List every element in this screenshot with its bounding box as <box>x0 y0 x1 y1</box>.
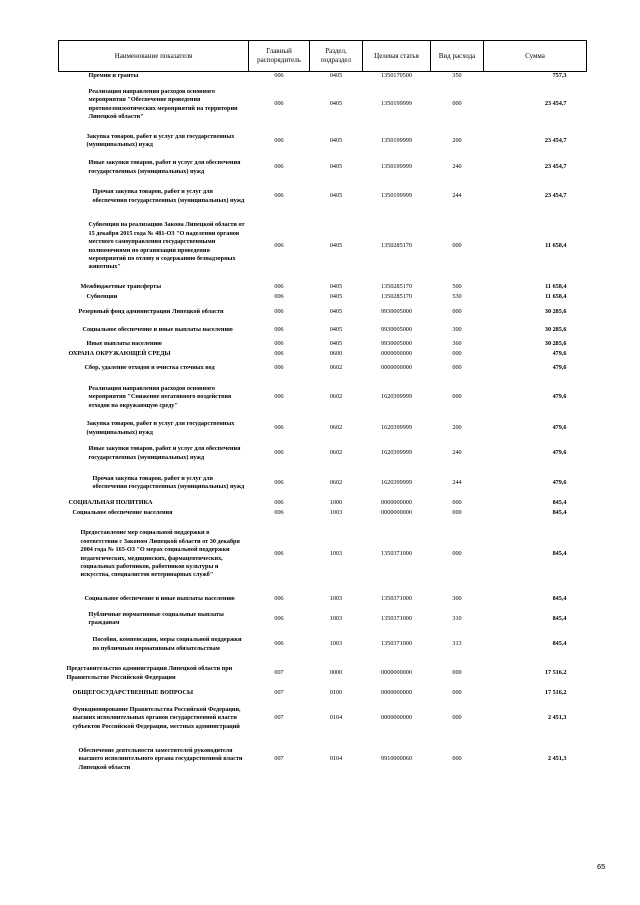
row-main-administrator: 006 <box>274 242 284 250</box>
row-expense-type: 000 <box>452 509 462 517</box>
row-amount: 23 454,7 <box>544 163 567 171</box>
row-amount: 479,6 <box>552 478 567 486</box>
row-indicator-name: Прочая закупка товаров, работ и услуг для обеспечения государственных (муниципальных) нужд <box>92 188 245 204</box>
table-row <box>59 688 587 699</box>
table-row <box>59 418 587 440</box>
row-section: 0405 <box>329 72 343 80</box>
table-row <box>59 378 587 418</box>
row-main-administrator: 007 <box>274 755 284 763</box>
row-target-article: 9930005000 <box>381 340 412 348</box>
row-target-article: 0000000000 <box>381 669 412 677</box>
row-main-administrator: 006 <box>274 364 284 372</box>
row-section: 0405 <box>329 100 343 108</box>
row-expense-type: 244 <box>452 478 462 486</box>
row-target-article: 0000000000 <box>381 509 412 517</box>
table-body <box>59 72 587 781</box>
row-amount: 17 516,2 <box>544 688 567 696</box>
row-main-administrator: 006 <box>274 350 284 358</box>
row-amount: 845,4 <box>552 640 567 648</box>
row-section: 0602 <box>329 449 343 457</box>
row-indicator-name: Межбюджетные трансферты <box>80 282 162 290</box>
row-amount: 23 454,7 <box>544 136 567 144</box>
table-row <box>59 212 587 282</box>
row-indicator-name: Социальное обеспечение и иные выплаты населению <box>82 326 233 334</box>
row-section: 1000 <box>329 499 343 507</box>
row-section: 0405 <box>329 307 343 315</box>
row-indicator-name: Публичные нормативные социальные выплаты гражданам <box>88 610 224 626</box>
row-amount: 479,6 <box>552 424 567 432</box>
row-expense-type: 310 <box>452 614 462 622</box>
row-indicator-name: Пособия, компенсации, меры социальной поддержки по публичным нормативным обязательствам <box>92 636 242 652</box>
row-section: 0602 <box>329 393 343 401</box>
row-expense-type: 350 <box>452 72 462 80</box>
row-section: 0602 <box>329 424 343 432</box>
header-section: Раздел, подраздел <box>310 41 363 72</box>
row-target-article: 1350199999 <box>381 192 412 200</box>
header-main-administrator: Главный распорядитель <box>249 41 310 72</box>
row-amount: 11 658,4 <box>545 293 567 301</box>
row-main-administrator: 007 <box>274 688 284 696</box>
budget-table <box>58 40 587 781</box>
row-amount: 11 658,4 <box>545 242 567 250</box>
row-expense-type: 000 <box>452 688 462 696</box>
table-row <box>59 509 587 519</box>
header-expense-type: Вид расхода <box>431 41 484 72</box>
table-row <box>59 699 587 739</box>
row-indicator-name: Резервный фонд администрации Липецкой области <box>78 307 224 315</box>
row-section: 0104 <box>329 714 343 722</box>
row-amount: 479,6 <box>552 449 567 457</box>
row-expense-type: 000 <box>452 307 462 315</box>
row-indicator-name: Социальное обеспечение населения <box>72 509 173 517</box>
table-row <box>59 660 587 688</box>
row-indicator-name: Закупка товаров, работ и услуг для государственных (муниципальных) нужд <box>86 420 235 436</box>
row-target-article: 0000000000 <box>381 688 412 696</box>
row-expense-type: 300 <box>452 595 462 603</box>
row-indicator-name: Обеспечение деятельности заместителей руководителя высшего исполнительного органа государственной власти Липецкой области <box>78 746 243 771</box>
row-amount: 30 285,6 <box>544 326 567 334</box>
row-target-article: 1620399999 <box>381 478 412 486</box>
row-amount: 2 451,3 <box>547 755 567 763</box>
row-main-administrator: 006 <box>274 478 284 486</box>
row-target-article: 1350371000 <box>381 640 412 648</box>
row-amount: 845,4 <box>552 550 567 558</box>
row-section: 0602 <box>329 364 343 372</box>
row-expense-type: 360 <box>452 340 462 348</box>
row-amount: 23 454,7 <box>544 192 567 200</box>
row-indicator-name: Функционирование Правительства Российской Федерации, высших исполнительных органов государственной власти субъектов Российской Федерации, местных администраций <box>72 705 241 730</box>
row-main-administrator: 006 <box>274 509 284 517</box>
table-row <box>59 154 587 182</box>
row-expense-type: 000 <box>452 100 462 108</box>
row-main-administrator: 006 <box>274 192 284 200</box>
row-main-administrator: 006 <box>274 550 284 558</box>
table-row <box>59 499 587 509</box>
row-main-administrator: 006 <box>274 595 284 603</box>
row-section: 1003 <box>329 614 343 622</box>
row-section: 1003 <box>329 640 343 648</box>
row-target-article: 1350199999 <box>381 136 412 144</box>
row-target-article: 1620399999 <box>381 424 412 432</box>
row-main-administrator: 006 <box>274 163 284 171</box>
row-amount: 845,4 <box>552 595 567 603</box>
table-row <box>59 182 587 212</box>
row-section: 0104 <box>329 755 343 763</box>
row-target-article: 1350371000 <box>381 614 412 622</box>
table-row <box>59 350 587 360</box>
row-target-article: 1350285170 <box>381 282 412 290</box>
row-expense-type: 300 <box>452 326 462 334</box>
row-section: 0405 <box>329 192 343 200</box>
row-indicator-name: Иные закупки товаров, работ и услуг для обеспечения государственных (муниципальных) нужд <box>88 159 241 175</box>
row-section: 0602 <box>329 478 343 486</box>
row-amount: 30 285,6 <box>544 307 567 315</box>
row-section: 0405 <box>329 242 343 250</box>
row-expense-type: 000 <box>452 550 462 558</box>
row-main-administrator: 006 <box>274 424 284 432</box>
row-expense-type: 000 <box>452 669 462 677</box>
row-main-administrator: 006 <box>274 100 284 108</box>
row-section: 0405 <box>329 136 343 144</box>
row-expense-type: 000 <box>452 350 462 358</box>
row-target-article: 1620399999 <box>381 449 412 457</box>
row-expense-type: 244 <box>452 192 462 200</box>
row-expense-type: 000 <box>452 393 462 401</box>
row-expense-type: 500 <box>452 282 462 290</box>
row-target-article: 1350199999 <box>381 100 412 108</box>
row-expense-type: 313 <box>452 640 462 648</box>
table-row <box>59 72 587 81</box>
row-target-article: 0000000000 <box>381 350 412 358</box>
row-amount: 845,4 <box>552 499 567 507</box>
row-indicator-name: СОЦИАЛЬНАЯ ПОЛИТИКА <box>68 499 153 507</box>
row-main-administrator: 006 <box>274 307 284 315</box>
row-indicator-name: Сбор, удаление отходов и очистка сточных вод <box>84 364 215 372</box>
row-indicator-name: Прочая закупка товаров, работ и услуг для обеспечения государственных (муниципальных) нужд <box>92 474 245 490</box>
row-target-article: 0000000000 <box>381 499 412 507</box>
table-row <box>59 129 587 154</box>
row-amount: 17 516,2 <box>544 669 567 677</box>
header-target-article: Целевая статья <box>363 41 431 72</box>
table-row <box>59 440 587 468</box>
row-expense-type: 000 <box>452 755 462 763</box>
row-indicator-name: Представительство администрации Липецкой области при Правительстве Российской Федерации <box>66 665 233 681</box>
row-expense-type: 000 <box>452 242 462 250</box>
table-row <box>59 293 587 303</box>
row-main-administrator: 006 <box>274 136 284 144</box>
table-row <box>59 360 587 378</box>
row-indicator-name: Иные выплаты населению <box>86 340 162 348</box>
row-section: 0405 <box>329 326 343 334</box>
row-target-article: 1350371000 <box>381 595 412 603</box>
row-target-article: 1350285170 <box>381 242 412 250</box>
row-target-article: 9930005000 <box>381 307 412 315</box>
row-indicator-name: Иные закупки товаров, работ и услуг для обеспечения государственных (муниципальных) нужд <box>88 445 241 461</box>
table-row <box>59 322 587 340</box>
row-indicator-name: Социальное обеспечение и иные выплаты населению <box>84 595 235 603</box>
row-section: 1003 <box>329 509 343 517</box>
row-main-administrator: 006 <box>274 293 284 301</box>
row-amount: 479,6 <box>552 393 567 401</box>
row-expense-type: 000 <box>452 714 462 722</box>
row-indicator-name: Реализация направления расходов основного мероприятия "Снижение негативного воздействия отходов на окружающую среду" <box>88 384 232 409</box>
row-section: 0405 <box>329 163 343 171</box>
header-amount: Сумма <box>484 41 587 72</box>
row-amount: 2 451,3 <box>547 714 567 722</box>
row-expense-type: 200 <box>452 424 462 432</box>
page-number: 65 <box>597 862 606 871</box>
table-row <box>59 591 587 609</box>
row-expense-type: 530 <box>452 293 462 301</box>
row-target-article: 1350285170 <box>381 293 412 301</box>
row-main-administrator: 006 <box>274 640 284 648</box>
row-target-article: 1350371000 <box>381 550 412 558</box>
row-target-article: 9910000060 <box>381 755 412 763</box>
row-amount: 845,4 <box>552 509 567 517</box>
row-amount: 479,6 <box>552 364 567 372</box>
row-amount: 479,6 <box>552 350 567 358</box>
table-row <box>59 609 587 630</box>
row-section: 0000 <box>329 669 343 677</box>
row-section: 0405 <box>329 293 343 301</box>
table-row <box>59 468 587 499</box>
row-target-article: 1350170500 <box>381 72 412 80</box>
table-row <box>59 739 587 781</box>
table-header <box>59 41 587 72</box>
table-row <box>59 81 587 129</box>
row-expense-type: 200 <box>452 136 462 144</box>
row-amount: 30 285,6 <box>544 340 567 348</box>
header-indicator-name: Наименование показателя <box>59 41 249 72</box>
table-row <box>59 282 587 293</box>
row-indicator-name: ОБЩЕГОСУДАРСТВЕННЫЕ ВОПРОСЫ <box>72 688 194 696</box>
row-main-administrator: 006 <box>274 326 284 334</box>
row-indicator-name: Премии и гранты <box>88 72 139 80</box>
row-target-article: 9930005000 <box>381 326 412 334</box>
row-amount: 845,4 <box>552 614 567 622</box>
row-indicator-name: Предоставление мер социальной поддержки в соответствии с Законом Липецкой области от 30 декабря 2004 года № 165-ОЗ "О мерах социальной поддержки педагогических, медицинских, фармацевтических, социальных работников, работников культуры и искусства, специалистов ветеринарных служб" <box>80 529 240 579</box>
row-main-administrator: 006 <box>274 449 284 457</box>
row-target-article: 0000000000 <box>381 714 412 722</box>
table-row <box>59 630 587 660</box>
row-main-administrator: 006 <box>274 282 284 290</box>
row-section: 0405 <box>329 340 343 348</box>
table-row <box>59 519 587 591</box>
row-amount: 11 658,4 <box>545 282 567 290</box>
row-main-administrator: 007 <box>274 669 284 677</box>
table-row <box>59 340 587 350</box>
row-main-administrator: 006 <box>274 72 284 80</box>
row-indicator-name: Реализация направления расходов основного мероприятия "Обеспечение проведения противоэпизоотических мероприятий на территории Липецкой области" <box>88 87 238 120</box>
row-indicator-name: ОХРАНА ОКРУЖАЮЩЕЙ СРЕДЫ <box>68 350 171 358</box>
row-indicator-name: Субвенция на реализацию Закона Липецкой области от 15 декабря 2015 года № 481-ОЗ "О наделении органов местного самоуправления государственными полномочиями по организации проведения мероприятий по отлову и содержанию безнадзорных животных" <box>88 221 245 271</box>
row-main-administrator: 006 <box>274 393 284 401</box>
row-amount: 757,3 <box>552 72 567 80</box>
row-section: 1003 <box>329 550 343 558</box>
row-section: 0405 <box>329 282 343 290</box>
row-main-administrator: 006 <box>274 499 284 507</box>
row-target-article: 1350199999 <box>381 163 412 171</box>
row-main-administrator: 007 <box>274 714 284 722</box>
row-expense-type: 240 <box>452 449 462 457</box>
document-page <box>58 40 586 781</box>
row-target-article: 1620399999 <box>381 393 412 401</box>
row-section: 0100 <box>329 688 343 696</box>
row-indicator-name: Закупка товаров, работ и услуг для государственных (муниципальных) нужд <box>86 132 235 148</box>
row-expense-type: 000 <box>452 364 462 372</box>
row-expense-type: 240 <box>452 163 462 171</box>
row-main-administrator: 006 <box>274 340 284 348</box>
row-main-administrator: 006 <box>274 614 284 622</box>
row-target-article: 0000000000 <box>381 364 412 372</box>
row-indicator-name: Субвенции <box>86 293 118 301</box>
row-amount: 23 454,7 <box>544 100 567 108</box>
row-section: 1003 <box>329 595 343 603</box>
table-row <box>59 303 587 322</box>
row-section: 0600 <box>329 350 343 358</box>
row-expense-type: 000 <box>452 499 462 507</box>
